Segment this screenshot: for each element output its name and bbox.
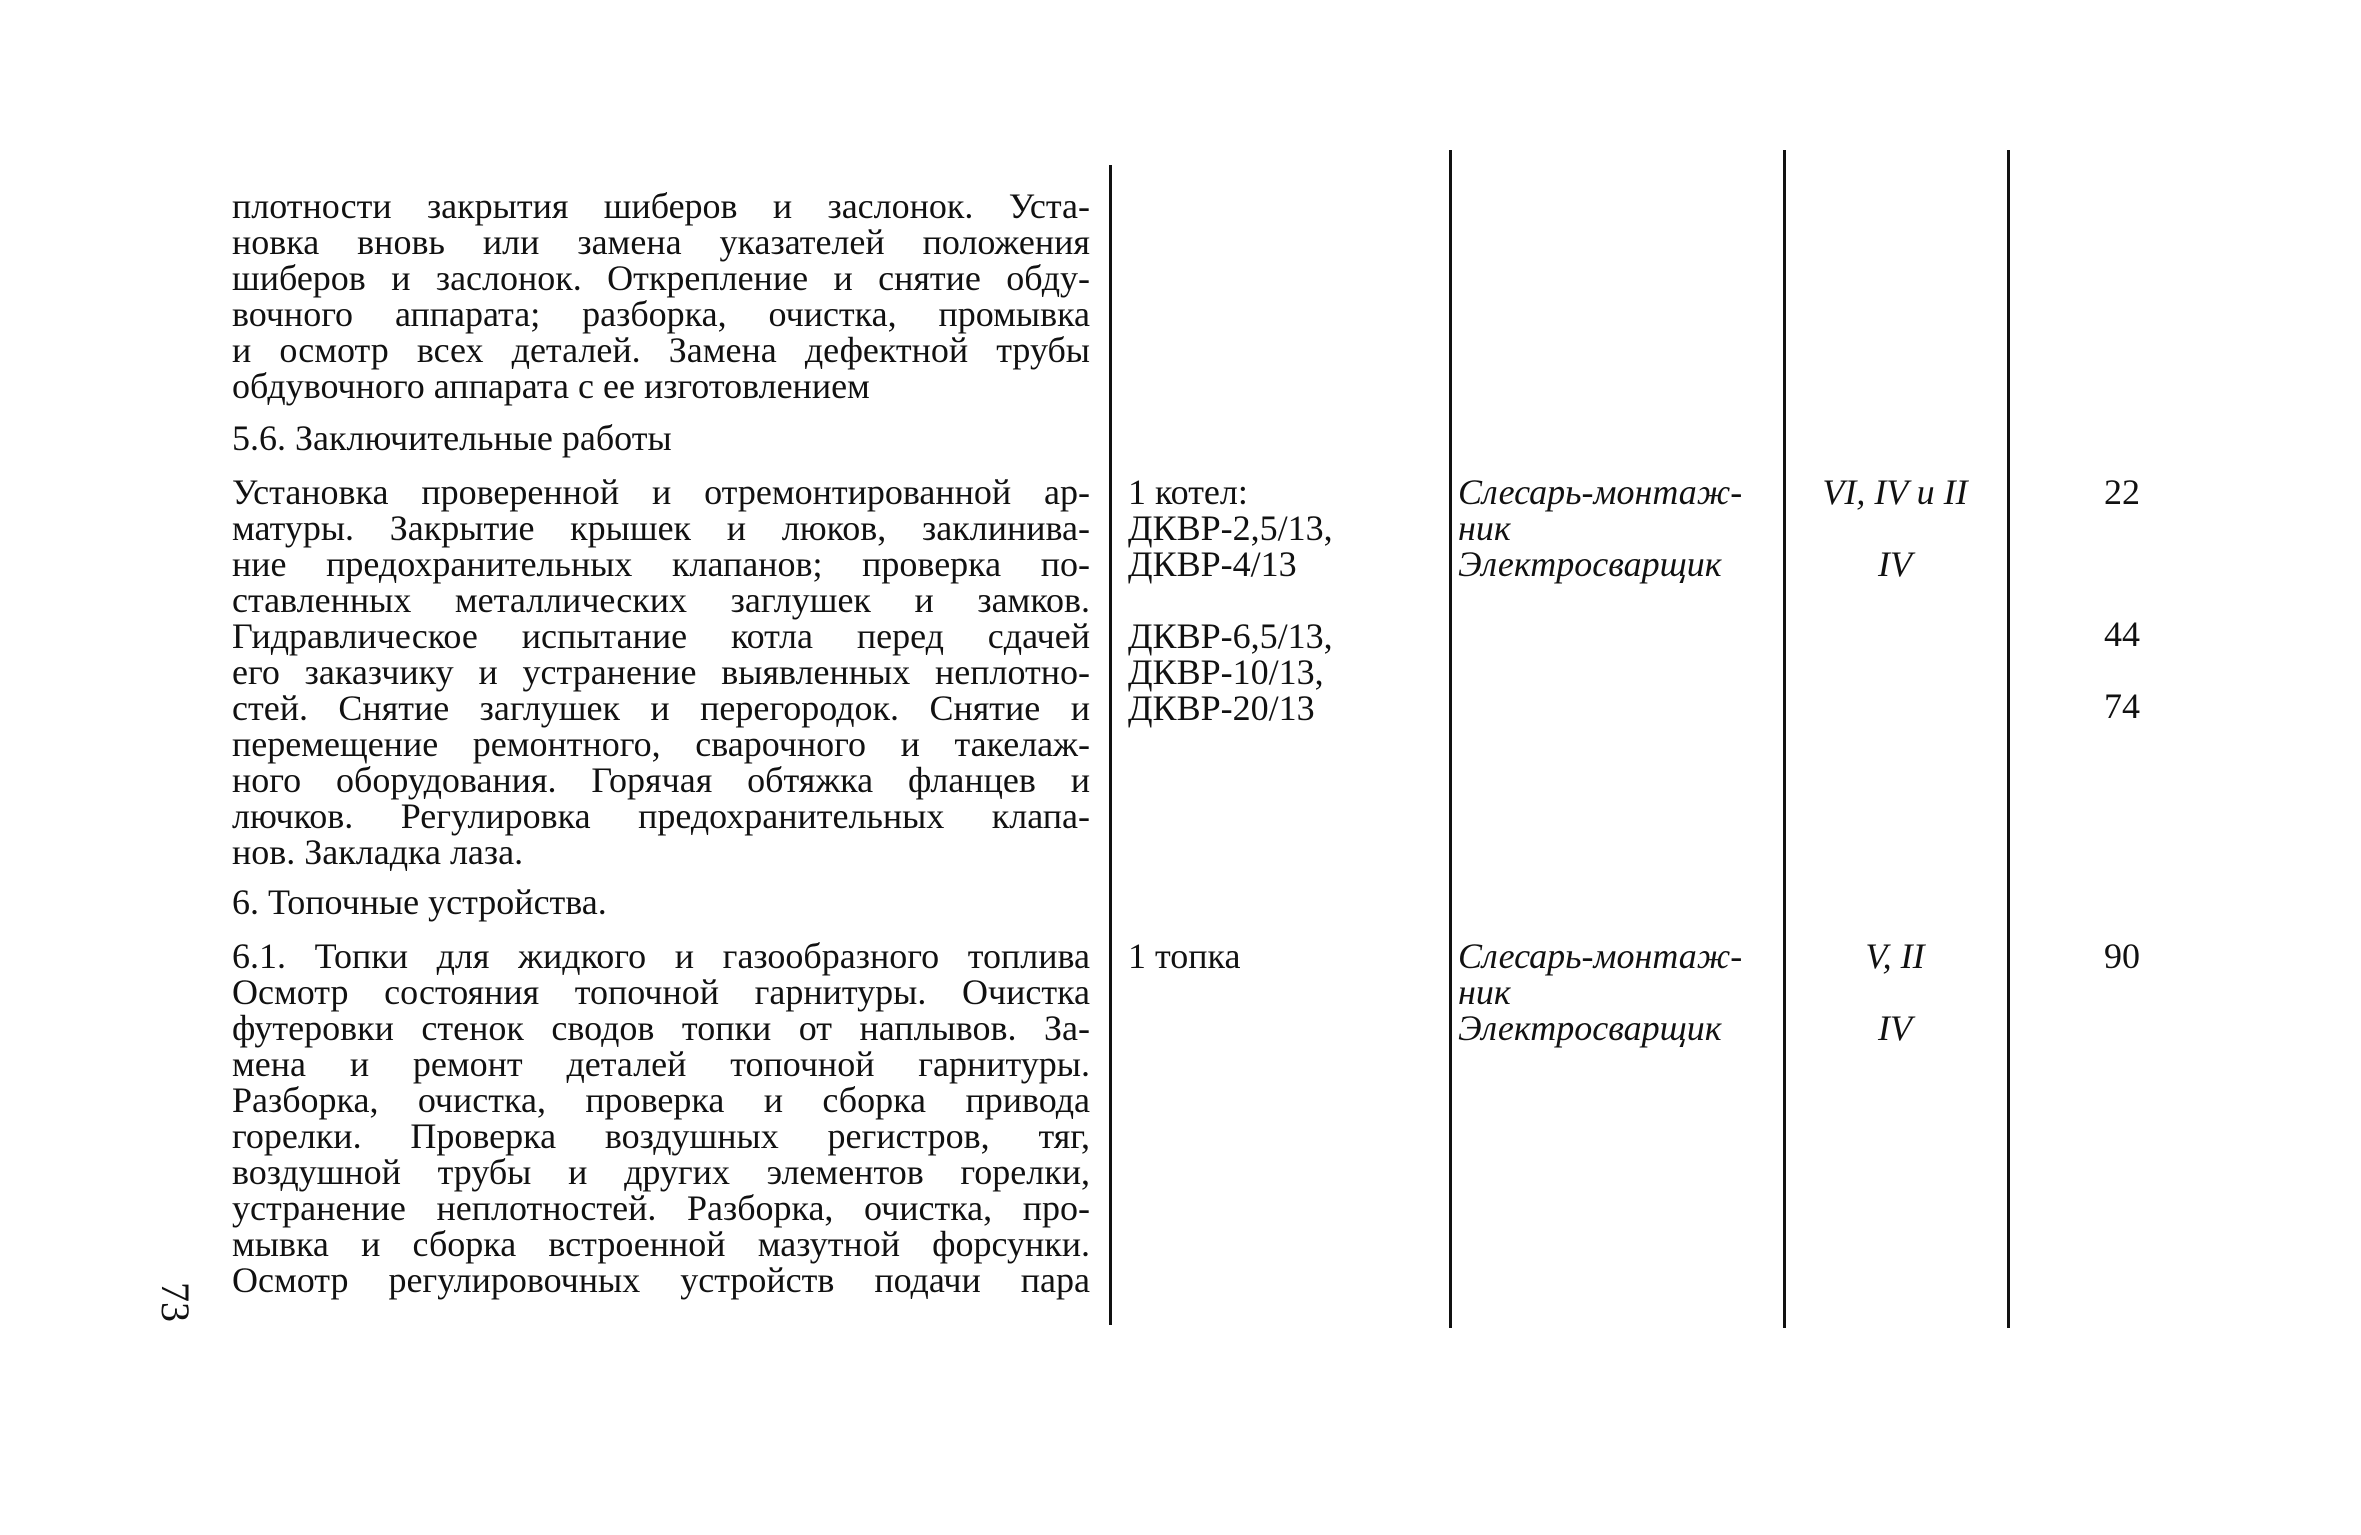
grade-line: VI, IV и II [1822,472,1968,512]
unit-line: ДКВР-20/13 [1128,688,1315,728]
text-line: Осмотр регулировочных устройств подачи пара [232,1260,1090,1300]
text-line: ставленных металлических заглушек и замков. [232,580,1090,620]
text-line: мывка и сборка встроенной мазутной форсунки. [232,1224,1090,1264]
value-cell: 22 [2104,472,2140,512]
worker-line: Слесарь-монтаж- [1458,936,1743,976]
grade-line: IV [1878,544,1912,584]
value-cell: 44 [2104,614,2140,654]
grade-line: IV [1878,1008,1912,1048]
text-line: горелки. Проверка воздушных регистров, тяг, [232,1116,1090,1156]
description-block-1 [232,188,1090,404]
text-line: Осмотр состояния топочной гарнитуры. Очистка [232,972,1090,1012]
unit-line: ДКВР-6,5/13, [1128,616,1333,656]
column-rule-3 [1783,150,1786,1328]
text-line: Установка проверенной и отремонтированной ар- [232,472,1090,512]
column-rule-4 [2007,150,2010,1328]
value-cell: 74 [2104,686,2140,726]
unit-line: ДКВР-10/13, [1128,652,1324,692]
section-heading-6: 6. Топочные устройства. [232,882,607,922]
workers-cell-5-6 [1458,474,1742,582]
text-line: воздушной трубы и других элементов горелки, [232,1152,1090,1192]
text-line: шиберов и заслонок. Открепление и снятие обду- [232,258,1090,298]
unit-line: 1 топка [1128,936,1241,976]
column-rule-1 [1109,165,1112,1325]
text-line: плотности закрытия шиберов и заслонок. Уста- [232,186,1090,226]
text-line: стей. Снятие заглушек и перегородок. Снятие и [232,688,1090,728]
units-cell-5-6 [1128,474,1333,726]
text-line: футеровки стенок сводов топки от наплывов. За- [232,1008,1090,1048]
text-line: Гидравлическое испытание котла перед сдачей [232,616,1090,656]
text-line: Разборка, очистка, проверка и сборка привода [232,1080,1090,1120]
unit-line [1128,582,1333,618]
section-heading-5-6: 5.6. Заключительные работы [232,418,672,458]
text-line: новка вновь или замена указателей положения [232,222,1090,262]
worker-line: Электросварщик [1458,544,1722,584]
worker-line: Электросварщик [1458,1008,1722,1048]
worker-line: ник [1458,972,1511,1012]
page-number: 73 [153,1282,198,1322]
unit-line: ДКВР-2,5/13, [1128,508,1333,548]
column-rule-2 [1449,150,1452,1328]
text-line: ние предохранительных клапанов; проверка по- [232,544,1090,584]
units-cell-6-1 [1128,938,1240,974]
grades-cell-6-1 [1790,938,2000,1046]
text-line: вочного аппарата; разборка, очистка, промывка [232,294,1090,334]
worker-line: Слесарь-монтаж- [1458,472,1743,512]
text-line: мена и ремонт деталей топочной гарнитуры. [232,1044,1090,1084]
text-line: и осмотр всех деталей. Замена дефектной трубы [232,330,1090,370]
text-line: лючков. Регулировка предохранительных клапа- [232,796,1090,836]
text-line: обдувочного аппарата с ее изготовлением [232,366,870,406]
text-line: нов. Закладка лаза. [232,832,524,872]
unit-line: 1 котел: [1128,472,1248,512]
worker-line: ник [1458,508,1511,548]
workers-cell-6-1 [1458,938,1742,1046]
text-line: матуры. Закрытие крышек и люков, заклинива- [232,508,1090,548]
description-block-5-6 [232,474,1090,870]
value-cell: 90 [2104,936,2140,976]
text-line: его заказчику и устранение выявленных неплотно- [232,652,1090,692]
text-line: устранение неплотностей. Разборка, очистка, про- [232,1188,1090,1228]
grade-line: V, II [1865,936,1925,976]
text-line: ного оборудования. Горячая обтяжка фланцев и [232,760,1090,800]
grades-cell-5-6 [1790,474,2000,582]
description-block-6-1 [232,938,1090,1298]
text-line: 6.1. Топки для жидкого и газообразного топлива [232,936,1090,976]
text-line: перемещение ремонтного, сварочного и такелаж- [232,724,1090,764]
unit-line: ДКВР-4/13 [1128,544,1297,584]
